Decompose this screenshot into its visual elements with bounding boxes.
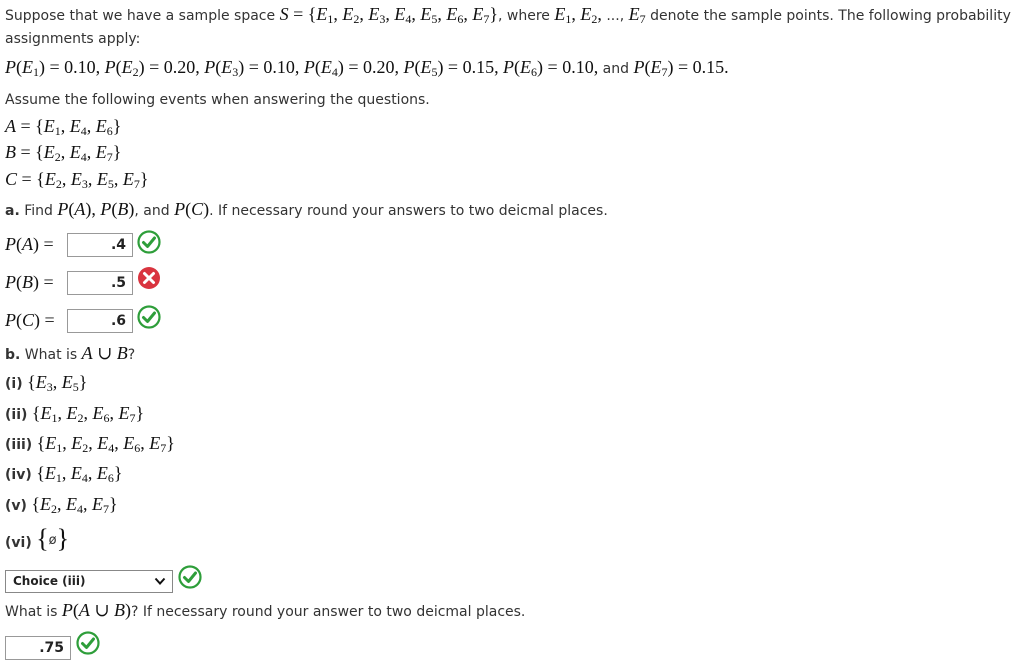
prob-e6: $P(E_6) = 0.10$, <box>503 57 599 79</box>
chevron-down-icon <box>154 574 166 588</box>
prob-e2: $P(E_2) = 0.20$, <box>104 57 200 79</box>
choice-v: (v) {$E_2$, $E_4$, $E_7$} <box>5 494 118 516</box>
cross-icon <box>137 266 161 290</box>
pa-answer-input[interactable]: .4 <box>67 233 133 257</box>
pb-label: P(B) = <box>5 272 54 292</box>
choice-i: (i) {$E_3$, $E_5$} <box>5 372 88 394</box>
choice-ii: (ii) {$E_1$, $E_2$, $E_6$, $E_7$} <box>5 403 145 425</box>
pc-answer-input[interactable]: .6 <box>67 309 133 333</box>
choice-iii: (iii) {$E_1$, $E_2$, $E_4$, $E_6$, $E_7$} <box>5 433 175 455</box>
intro-line-1 <box>5 4 1011 27</box>
pb-answer-input[interactable]: .5 <box>67 271 133 295</box>
choice-vi: (vi) {ø} <box>5 524 70 553</box>
prob-e4: $P(E_4) = 0.20$, <box>303 57 399 79</box>
choice-select[interactable]: Choice (iii) <box>5 570 173 593</box>
union-prob-answer-input[interactable]: .75 <box>5 636 71 660</box>
intro-prefix: Suppose that we have a sample space <box>5 8 280 24</box>
event-b-definition: $B = \{E_2$, $E_4$, $E_7$} <box>5 142 122 164</box>
probability-assignments <box>5 57 729 80</box>
part-b-label: b. <box>5 347 21 363</box>
part-a-label: a. <box>5 203 20 219</box>
prob-e5: $P(E_5) = 0.15$, <box>403 57 499 79</box>
intro-where: , where <box>498 8 555 24</box>
check-icon <box>76 631 100 655</box>
part-a-question: a. Find P(A), P(B), and P(C). If necessary round your answers to two deicmal places. <box>5 199 608 219</box>
prob-e7: $P(E_7) = 0.15$. <box>633 57 729 79</box>
union-prob-question: What is P(A ∪ B)? If necessary round your answer to two deicmal places. <box>5 600 526 620</box>
and-word: and <box>602 61 629 77</box>
intro-denote: denote the sample points. The following probability <box>645 8 1011 24</box>
pa-label: P(A) = <box>5 234 54 254</box>
check-icon <box>178 565 202 589</box>
part-b-question: b. What is A ∪ B? <box>5 343 136 363</box>
prob-e1: $P(E_1) = 0.10$, <box>5 57 101 79</box>
prob-e3: $P(E_3) = 0.10$, <box>204 57 300 79</box>
event-a-definition: $A = \{E_1$, $E_4$, $E_6$} <box>5 116 122 138</box>
check-icon <box>137 230 161 254</box>
pc-label: P(C) = <box>5 310 55 330</box>
choice-iv: (iv) {$E_1$, $E_4$, $E_6$} <box>5 463 123 485</box>
sample-points-math: $E_1$, $E_2$, ..., $E_7$ <box>554 4 646 26</box>
sample-space-math: $S = \{E_1$, $E_2$, $E_3$, $E_4$, $E_5$, $E_6$, $E_7$} <box>279 4 498 26</box>
intro-line-2: assignments apply: <box>5 31 141 47</box>
check-icon <box>137 305 161 329</box>
assume-text: Assume the following events when answering the questions. <box>5 92 430 108</box>
event-c-definition: $C = \{E_2$, $E_3$, $E_5$, $E_7$} <box>5 169 149 191</box>
